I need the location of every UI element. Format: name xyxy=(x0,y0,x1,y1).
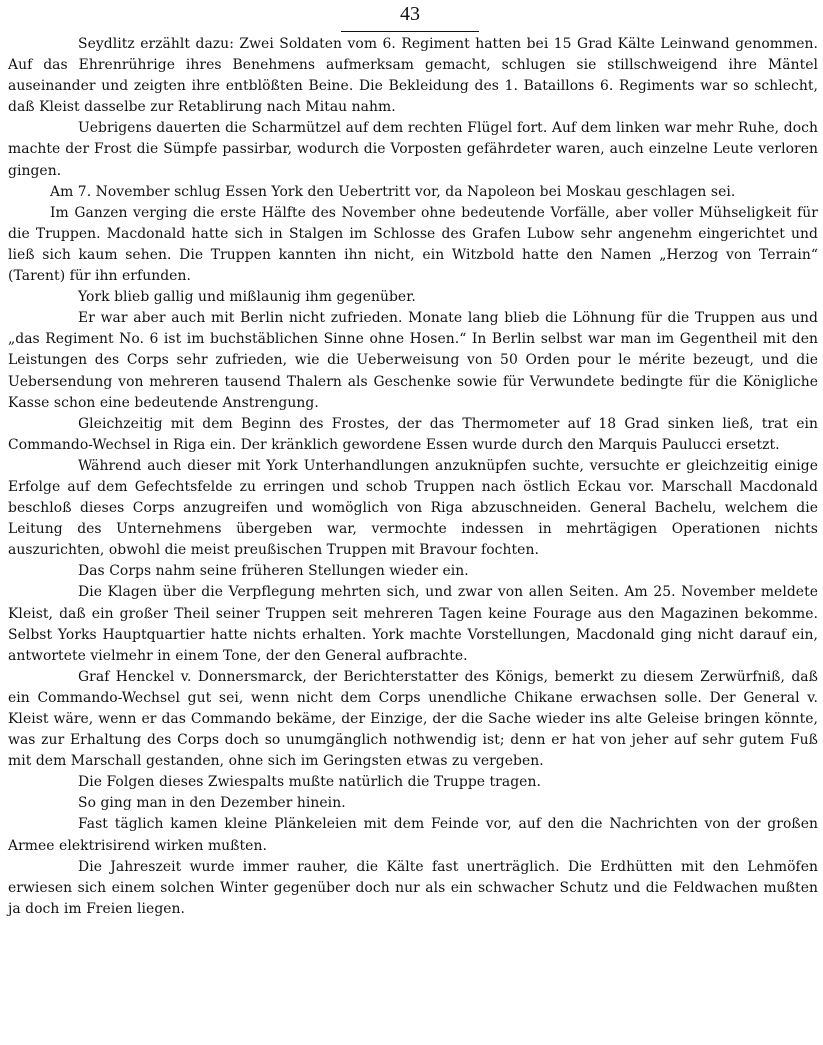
paragraph: York blieb gallig und mißlaunig ihm gegenüber. xyxy=(78,289,416,306)
paragraph: Am 7. November schlug Essen York den Uebertritt vor, da Napoleon bei Moskau geschlagen sei. xyxy=(50,183,736,200)
page-number: 43 xyxy=(400,3,420,25)
paragraph: Seydlitz erzählt dazu: Zwei Soldaten vom 6. Regiment hatten bei 15 Grad Kälte Leinwand genommen. Auf das Ehrenrührige ihres Benehmens aufmerksam gemacht, schlugen sie stillschweigend ihre Mäntel auseinander und zeigten ihre entblößten Beine. Die Bekleidung des 1. Bataillons 6. Regiments war so schlecht, daß Kleist dasselbe zur Retablirung nach Mitau nahm. xyxy=(8,36,818,116)
paragraph: Die Jahreszeit wurde immer rauher, die Kälte fast unerträglich. Die Erdhütten mit den Lehmöfen erwiesen sich einem solchen Winter gegenüber doch nur als ein schwacher Schutz und die Feldwachen mußten ja doch im Freien liegen. xyxy=(8,858,818,917)
paragraph: Gleichzeitig mit dem Beginn des Frostes, der das Thermometer auf 18 Grad sinken ließ, trat ein Commando-Wechsel in Riga ein. Der kränklich gewordene Essen wurde durch den Marquis Paulucci ersetzt. xyxy=(8,415,818,453)
body-text xyxy=(8,34,818,920)
paragraph: Die Klagen über die Verpflegung mehrten sich, und zwar von allen Seiten. Am 25. November meldete Kleist, daß ein großer Theil seiner Truppen seit mehreren Tagen keine Fourage aus den Magazinen bekomme. Selbst Yorks Hauptquartier hatte nichts erhalten. York machte Vorstellungen, Macdonald ging nicht darauf ein, antwortete vielmehr in einem Tone, der den General aufbrachte. xyxy=(8,584,818,664)
paragraph: Im Ganzen verging die erste Hälfte des November ohne bedeutende Vorfälle, aber voller Mühseligkeit für die Truppen. Macdonald hatte sich in Stalgen im Schlosse des Grafen Lubow sehr angenehm eingerichtet und ließ sich kaum sehen. Die Truppen kannten ihn nicht, ein Witzbold hatte den Namen „Herzog von Terrain“ (Tarent) für ihn erfunden. xyxy=(8,204,818,285)
paragraph: So ging man in den Dezember hinein. xyxy=(78,795,346,812)
paragraph: Während auch dieser mit York Unterhandlungen anzuknüpfen suchte, versuchte er gleichzeitig einige Erfolge auf dem Gefechtsfelde zu erringen und schob Truppen nach östlich Eckau vor. Marschall Macdonald beschloß dieses Corps anzugreifen und womöglich von Riga abzuschneiden. General Bachelu, welchem die Leitung des Unternehmens übergeben war, vermochte indessen in mehrtägigen Operationen nichts auszurichten, obwohl die meist preußischen Truppen mit Bravour fochten. xyxy=(8,457,818,559)
paragraph: Uebrigens dauerten die Scharmützel auf dem rechten Flügel fort. Auf dem linken war mehr Ruhe, doch machte der Frost die Sümpfe passirbar, wodurch die Vorposten gefährdeter waren, auch einzelne Leute verloren gingen. xyxy=(8,120,818,179)
paragraph: Er war aber auch mit Berlin nicht zufrieden. Monate lang blieb die Löhnung für die Truppen aus und „das Regiment No. 6 ist im buchstäblichen Sinne ohne Hosen.“ In Berlin selbst war man im Gegentheil mit den Leistungen des Corps sehr zufrieden, wie die Ueberweisung von 50 Orden pour le mérite bezeugt, und die Uebersendung von mehreren tausend Thalern als Geschenke sowie für Verwundete bedingte für die Königliche Kasse schon eine bedeutende Anstrengung. xyxy=(8,310,818,411)
paragraph: Graf Henckel v. Donnersmarck, der Berichterstatter des Königs, bemerkt zu diesem Zerwürfniß, daß ein Commando-Wechsel gut sei, wenn nicht dem Corps unendliche Chikane erwachsen solle. Der General v. Kleist wäre, wenn er das Commando bekäme, der Einzige, der die Sache wieder ins alte Geleise bringen könnte, was zur Erhaltung des Corps doch so unumgänglich nothwendig ist; denn er hat von jeher auf sehr gutem Fuß mit dem Marschall gestanden, ohne sich im Geringsten etwas zu vergeben. xyxy=(8,668,818,770)
paragraph: Fast täglich kamen kleine Plänkeleien mit dem Feinde vor, auf den die Nachrichten von der großen Armee elektrisirend wirken mußten. xyxy=(8,816,818,854)
paragraph: Die Folgen dieses Zwiespalts mußte natürlich die Truppe tragen. xyxy=(78,774,541,791)
paragraph: Das Corps nahm seine früheren Stellungen wieder ein. xyxy=(78,563,469,580)
header-rule xyxy=(341,31,479,32)
